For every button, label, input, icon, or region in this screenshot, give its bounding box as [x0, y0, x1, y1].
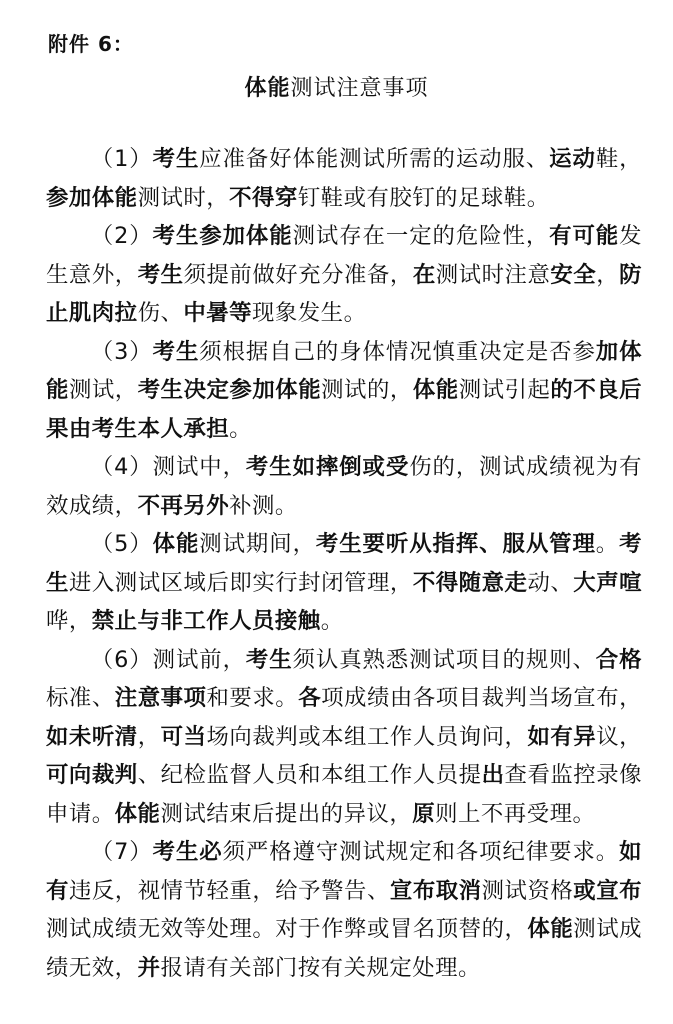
- bold-text-run: 有可能: [549, 223, 620, 249]
- paragraph-2: [46, 217, 642, 333]
- text-run: 伤、: [137, 300, 184, 326]
- text-run: 测试中，: [152, 454, 246, 480]
- bold-text-run: 可向裁判: [46, 762, 138, 788]
- bold-text-run: 参加体能: [46, 184, 138, 211]
- bold-text-run: 防止肌肉拉: [46, 261, 643, 326]
- bold-text-run: 考生要听从指挥、服从管理: [315, 531, 596, 557]
- bold-text-run: 大声喧: [573, 569, 643, 596]
- bold-text-run: 运动: [549, 146, 596, 172]
- bold-text-run: 不得穿: [229, 184, 298, 211]
- text-run: 标准、: [46, 685, 115, 711]
- bold-text-run: 考生: [245, 646, 293, 673]
- paragraph-5: [46, 525, 642, 641]
- document-body: [46, 140, 642, 987]
- paragraph-number: （5）: [90, 531, 153, 557]
- bold-text-run: 体能: [152, 531, 200, 557]
- paragraph-number: （2）: [90, 223, 153, 249]
- bold-text-run: 加体能: [46, 338, 643, 403]
- bold-text-run: 体能: [527, 916, 574, 942]
- text-run: 测试期间，: [199, 531, 316, 557]
- bold-text-run: 安全: [550, 261, 597, 288]
- text-run: 须严格遵守测试规定和各项纪律要求。: [222, 839, 620, 865]
- text-run: 伤的，测试成绩视为有效成绩，: [46, 454, 643, 519]
- text-run: 则上不再受理。: [435, 800, 596, 827]
- bold-text-run: 中暑等: [183, 300, 253, 326]
- bold-text-run: 可当: [160, 723, 207, 750]
- bold-text-run: 不得随意走: [412, 569, 528, 596]
- bold-text-run: 考生参加体能: [152, 223, 293, 249]
- paragraph-number: （4）: [90, 454, 153, 480]
- bold-text-run: 出: [481, 762, 505, 788]
- bold-text-run: 考生: [137, 261, 184, 288]
- bold-text-run: 不再另外: [137, 492, 230, 519]
- text-run: 测试引起: [458, 377, 551, 403]
- text-run: 测试时注意: [435, 261, 551, 288]
- bold-text-run: 考生必: [152, 839, 223, 865]
- text-run: 进入测试区域后即实行封闭管理，: [68, 569, 413, 596]
- text-run: 报请有关部门按有关规定处理。: [160, 954, 481, 981]
- text-run: 违反，视情节轻重，给予警告、: [68, 877, 390, 904]
- bold-text-run: 考生: [46, 531, 643, 596]
- bold-text-run: 如有异: [527, 723, 597, 750]
- paragraph-6: [46, 641, 642, 834]
- title-rest-part: 测试注意事项: [290, 76, 429, 101]
- text-run: 须认真熟悉测试项目的规则、: [292, 646, 596, 673]
- bold-text-run: 考生如摔倒或受: [245, 454, 410, 480]
- paragraph-4: [46, 448, 642, 525]
- text-run: 发生意外，: [46, 223, 643, 288]
- bold-text-run: 禁止与非工作人员接触: [91, 608, 321, 634]
- paragraph-1: [46, 140, 642, 217]
- bold-text-run: 体能: [114, 800, 161, 827]
- text-run: 动、: [527, 569, 574, 596]
- bold-text-run: 合格: [595, 646, 643, 673]
- bold-text-run: 考生: [152, 146, 200, 172]
- text-run: 测试成绩无效等处理。对于作弊或冒名顶替的，: [46, 916, 528, 942]
- text-run: 测试存在一定的危险性，: [292, 223, 550, 249]
- text-run: 场向裁判或本组工作人员询问，: [206, 723, 528, 750]
- bold-text-run: 并: [137, 954, 161, 981]
- text-run: 测试，: [68, 377, 138, 403]
- text-run: 测试资格: [481, 877, 574, 904]
- bold-text-run: 各: [298, 685, 322, 711]
- paragraph-7: [46, 833, 642, 987]
- paragraph-number: （1）: [90, 146, 153, 172]
- text-run: 和要求。: [206, 685, 299, 711]
- text-run: 钉鞋或有胶钉的足球鞋。: [297, 184, 550, 211]
- text-run: ，: [596, 261, 620, 288]
- text-run: 哗，: [46, 608, 92, 634]
- text-run: 测试前，: [152, 646, 246, 673]
- paragraph-3: [46, 333, 642, 449]
- text-run: 。: [229, 415, 253, 442]
- bold-text-run: 宣布取消: [389, 877, 482, 904]
- text-run: 补测。: [229, 492, 298, 519]
- bold-text-run: 注意事项: [114, 685, 207, 711]
- text-run: 测试结束后提出的异议，: [160, 800, 413, 827]
- title-bold-part: 体能: [244, 76, 291, 101]
- bold-text-run: 体能: [412, 377, 459, 403]
- page-title: [0, 74, 673, 104]
- bold-text-run: 考生: [152, 338, 200, 365]
- bold-text-run: 如未听清: [46, 723, 138, 750]
- paragraph-number: （3）: [90, 338, 153, 365]
- paragraph-number: （7）: [90, 839, 153, 865]
- text-run: 。: [595, 531, 620, 557]
- text-run: 须提前做好充分准备，: [183, 261, 413, 288]
- attachment-label: 附件 6：: [48, 32, 134, 56]
- bold-text-run: 考生决定参加体能: [137, 377, 322, 403]
- text-run: 应准备好体能测试所需的运动服、: [199, 146, 550, 172]
- bold-text-run: 原: [412, 800, 436, 827]
- text-run: 议，: [596, 723, 643, 750]
- text-run: 项成绩由各项目裁判当场宣布，: [321, 685, 643, 711]
- bold-text-run: 在: [412, 261, 436, 288]
- text-run: 、纪检监督人员和本组工作人员提: [137, 762, 482, 788]
- bold-text-run: 如有: [46, 839, 643, 904]
- text-run: ，: [137, 723, 161, 750]
- text-run: 查看监控录像申请。: [46, 762, 643, 827]
- text-run: 。: [320, 608, 344, 634]
- text-run: 测试时，: [137, 184, 230, 211]
- text-run: 现象发生。: [252, 300, 367, 326]
- text-run: 测试的，: [321, 377, 413, 403]
- paragraph-number: （6）: [90, 646, 153, 673]
- text-run: 测试成绩无效，: [46, 916, 643, 981]
- bold-text-run: 或宣布: [573, 877, 643, 904]
- bold-text-run: 的不良后果由考生本人承担: [46, 377, 643, 442]
- text-run: 鞋，: [595, 146, 643, 172]
- text-run: 须根据自己的身体情况慎重决定是否参: [199, 338, 596, 365]
